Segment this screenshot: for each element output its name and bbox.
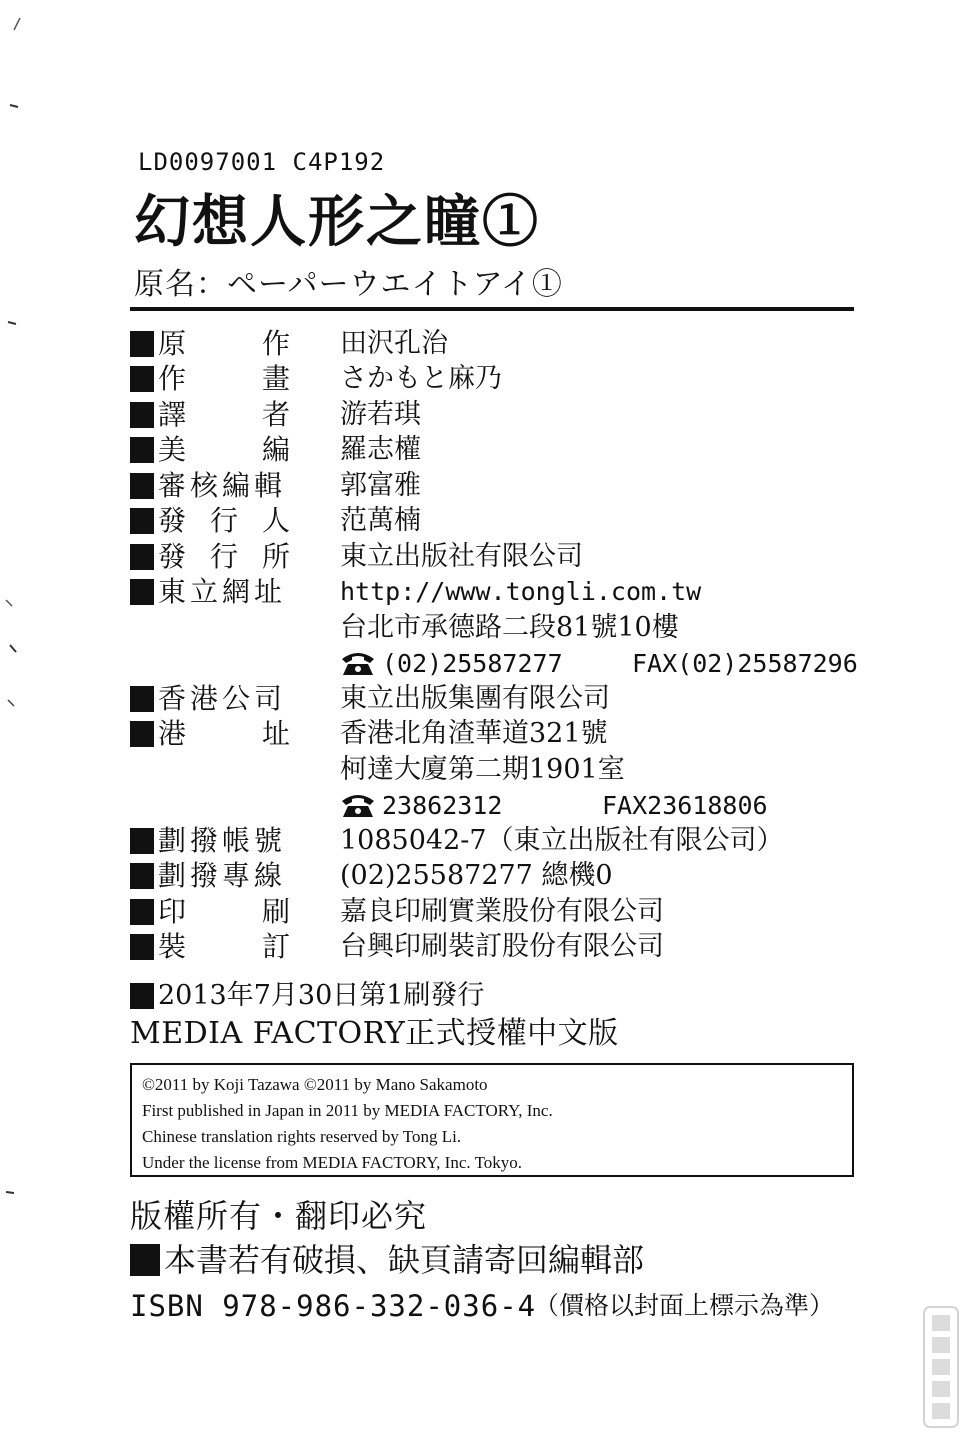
rights-reserved: 版權所有・翻印必究 xyxy=(130,1197,428,1235)
catalog-code: LD0097001 C4P192 xyxy=(138,148,386,176)
credit-value: (02)25587277 總機0 xyxy=(340,860,613,892)
copyright-line: Chinese translation rights reserved by Tong Li. xyxy=(142,1127,462,1146)
credit-label: 譯者 xyxy=(158,397,290,431)
credit-row-hk-address xyxy=(130,717,870,753)
copyright-line: ©2011 by Koji Tazawa ©2011 by Mano Sakamoto xyxy=(142,1075,488,1094)
credit-row-binding xyxy=(130,930,870,966)
credit-value: 東立出版社有限公司 xyxy=(340,540,583,572)
credit-row-design xyxy=(130,433,870,469)
title-divider xyxy=(130,307,854,311)
original-title: 原名：ペーパーウエイトアイ① xyxy=(134,267,563,302)
fax-number: FAX23618806 xyxy=(602,790,768,820)
damage-notice xyxy=(130,1240,644,1280)
print-date: 2013年7月30日第1刷發行 xyxy=(158,980,485,1011)
black-square-bullet xyxy=(130,828,154,854)
damage-notice-text: 本書若有破損、缺頁請寄回編輯部 xyxy=(164,1241,645,1279)
black-square-bullet xyxy=(130,863,154,889)
credit-value: 游若琪 xyxy=(340,398,421,430)
credit-label: 審核編輯 xyxy=(158,468,282,502)
copyright-line: Under the license from MEDIA FACTORY, Inc. Tokyo. xyxy=(142,1153,523,1172)
black-square-bullet xyxy=(130,579,154,605)
isbn: ISBN 978-986-332-036-4 xyxy=(130,1289,537,1323)
scan-edge-marks xyxy=(0,0,24,1452)
credit-row-address xyxy=(130,610,870,646)
black-square-bullet xyxy=(130,508,154,534)
black-square-bullet xyxy=(130,366,154,392)
telephone-icon xyxy=(340,792,376,818)
black-square-bullet xyxy=(130,934,154,960)
black-square-bullet xyxy=(130,331,154,357)
credit-label: 發行所 xyxy=(158,539,290,573)
credit-row-phone-tw xyxy=(130,646,870,682)
credit-row-account xyxy=(130,823,870,859)
black-square-bullet xyxy=(130,1244,160,1276)
credit-value: 羅志權 xyxy=(340,434,421,466)
copyright-box xyxy=(130,1063,854,1177)
copyright-line: First published in Japan in 2011 by MEDIA FACTORY, Inc. xyxy=(142,1101,553,1120)
credit-row-hotline xyxy=(130,859,870,895)
credit-label: 香港公司 xyxy=(158,681,282,715)
black-square-bullet xyxy=(130,473,154,499)
credit-row-phone-hk xyxy=(130,788,870,824)
fax-number: FAX(02)25587296 xyxy=(632,648,858,678)
black-square-bullet xyxy=(130,983,154,1009)
credit-label: 東立網址 xyxy=(158,575,282,609)
phone-number: 23862312 xyxy=(382,790,503,820)
license-statement: MEDIA FACTORY正式授權中文版 xyxy=(130,1016,619,1051)
credit-label: 裝訂 xyxy=(158,930,290,964)
credit-value: 台北市承德路二段81號10樓 xyxy=(340,611,679,643)
print-date-line xyxy=(130,980,484,1012)
credit-row-hk-company xyxy=(130,681,870,717)
credit-value: 台興印刷裝訂股份有限公司 xyxy=(340,931,664,963)
credits-list xyxy=(130,326,870,965)
site-watermark-logo xyxy=(914,1292,974,1442)
credit-label: 發行人 xyxy=(158,504,290,538)
credit-row-publisher xyxy=(130,539,870,575)
black-square-bullet xyxy=(130,402,154,428)
credit-value: 范萬楠 xyxy=(340,505,421,537)
website-url: http://www.tongli.com.tw xyxy=(340,577,702,607)
telephone-icon xyxy=(340,650,376,676)
credit-row-author xyxy=(130,326,870,362)
credit-label: 作畫 xyxy=(158,362,290,396)
black-square-bullet xyxy=(130,544,154,570)
credit-value: 嘉良印刷實業股份有限公司 xyxy=(340,895,664,927)
credit-value: さかもと麻乃 xyxy=(340,363,502,395)
phone-number: (02)25587277 xyxy=(382,648,563,678)
credit-label: 劃撥帳號 xyxy=(158,823,282,857)
credit-value: 1085042-7（東立出版社有限公司） xyxy=(340,824,784,856)
credit-value: 香港北角渣華道321號 xyxy=(340,718,608,750)
black-square-bullet xyxy=(130,686,154,712)
credit-label: 美編 xyxy=(158,433,290,467)
credit-row-hk-address-2 xyxy=(130,752,870,788)
credit-label: 原作 xyxy=(158,326,290,360)
credit-row-publisher-person xyxy=(130,504,870,540)
book-title: 幻想人形之瞳① xyxy=(134,189,540,255)
credit-label: 印刷 xyxy=(158,894,290,928)
credit-row-website xyxy=(130,575,870,611)
black-square-bullet xyxy=(130,899,154,925)
black-square-bullet xyxy=(130,437,154,463)
credit-value: 郭富雅 xyxy=(340,469,421,501)
price-note: （價格以封面上標示為準） xyxy=(534,1291,835,1320)
credit-row-artist xyxy=(130,362,870,398)
credit-label: 劃撥專線 xyxy=(158,859,282,893)
credit-value: 田沢孔治 xyxy=(340,327,448,359)
credit-value: 柯達大廈第二期1901室 xyxy=(340,753,625,785)
credit-row-printer xyxy=(130,894,870,930)
black-square-bullet xyxy=(130,721,154,747)
credit-value: 東立出版集團有限公司 xyxy=(340,682,610,714)
credit-label: 港址 xyxy=(158,717,290,751)
credit-row-translator xyxy=(130,397,870,433)
credit-row-editor xyxy=(130,468,870,504)
